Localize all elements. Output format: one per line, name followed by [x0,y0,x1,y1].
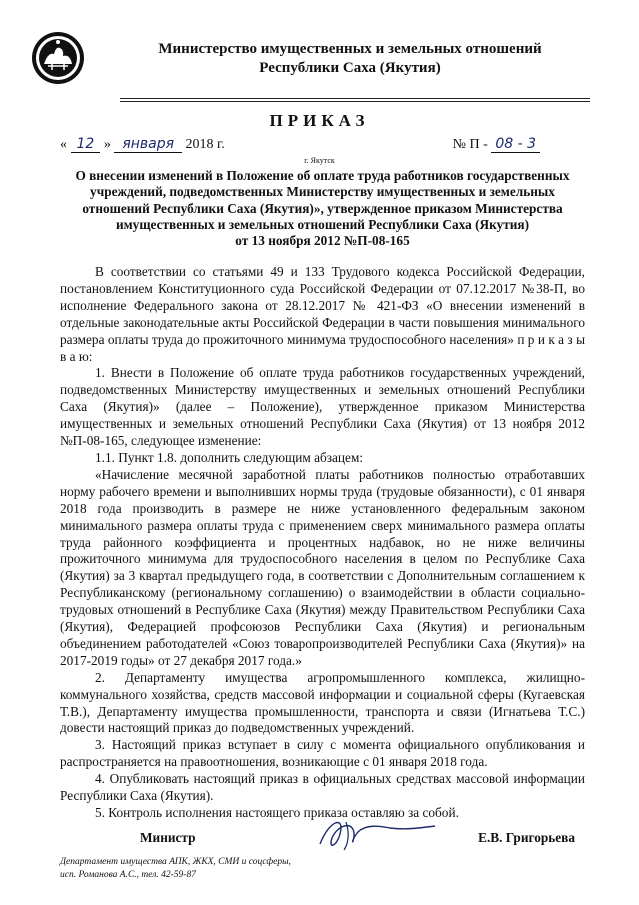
body-paragraph-item-4: 4. Опубликовать настоящий приказ в официальных средствах массовой информации Республики Саха (Якутия). [60,771,585,804]
doc-number-prefix: № П - [452,137,488,152]
subject-line: от 13 ноября 2012 №П-08-165 [235,233,410,249]
ministry-name [100,40,600,78]
body-paragraph-preamble: В соответствии со статьями 49 и 133 Трудового кодекса Российской Федерации, постановлением Конституционного суда Российской Федерации от 07.12.2017 №38-П, во исполнение Федерального закона от 28.12.2017 № 421-ФЗ «О внесении изменений в отдельные законодательные акты Российской Федерации в части повышения минимального размера оплаты труда до прожиточного минимума трудоспособного населения» п р и к а з ы в а ю: [60,264,585,364]
body-paragraph-item-3: 3. Настоящий приказ вступает в силу с момента официального опубликования и распространяется на правоотношения, возникающие с 01 января 2018 года. [60,737,585,770]
signer-post: Министр [140,830,196,845]
signer-name: Е.В. Григорьева [478,830,575,845]
date-day: 12 [71,136,101,153]
body-paragraph-quote: «Начисление месячной заработной платы работников полностью отработавших норму рабочего времени и выполнивших нормы труда (трудовые обязанности), с 01 января 2018 года производить в размере не ниже установленного федеральным законом минимального размера оплаты труда с применением сверх минимального размера оплаты труда районного коэффициента и процентных надбавок, но не ниже величины прожиточного минимума для трудоспособного населения в целом по Республике Саха (Якутия) за 3 квартал предыдущего года, в соответствии с Дополнительным соглашением к Республиканскому (региональному соглашению) о взаимодействии в области социально-трудовых отношений в Республике Саха (Якутия) между Правительством Республики Саха (Якутия), Федерацией профсоюзов Республики Саха (Якутия) и региональным объединением работодателей «Союз товаропроизводителей Республики Саха (Якутия)» на 2017-2019 годы» от 27 декабря 2017 года.» [60,466,585,668]
header-rule-top [120,98,590,99]
ministry-name-line2: Республики Саха (Якутия) [259,60,441,76]
date-open-quote: « [60,137,67,152]
date-month: января [114,136,182,153]
subject-line: отношений Республики Саха (Якутия)», утвержденное приказом Министерства [82,200,563,216]
body-paragraph-item-5: 5. Контроль исполнения настоящего приказа оставляю за собой. [95,805,459,820]
doc-date [60,136,225,153]
header-rule-bottom [120,101,590,102]
doc-city: г. Якутск [304,156,335,165]
executor-line2: исп. Романова А.С., тел. 42-59-87 [60,870,196,880]
ministry-name-line1: Министерство имущественных и земельных отношений [158,41,542,57]
signature-block [60,824,585,854]
date-year: 2018 г. [185,137,225,152]
subject-line: учреждений, подведомственных Министерству имущественных и земельных [90,184,555,200]
doc-title: ПРИКАЗ [269,111,370,130]
executor-line1: Департамент имущества АПК, ЖКХ, СМИ и соцсферы, [60,857,291,867]
date-close-quote: » [103,137,111,152]
doc-subject [60,168,585,249]
handwritten-signature-icon [310,814,440,854]
republic-emblem-icon [30,30,86,86]
date-number-row [60,134,580,156]
subject-line: О внесении изменений в Положение об оплате труда работников государственных [75,168,570,183]
body-paragraph-item-1-1: 1.1. Пункт 1.8. дополнить следующим абзацем: [95,449,364,465]
doc-body [60,264,585,822]
body-paragraph-item-1: 1. Внести в Положение об оплате труда работников государственных учреждений, подведомственных Министерству имущественных и земельных отношений Республики Саха (Якутия)» (далее – Положение), утвержденное приказом Министерства имущественных и земельных отношений Республики Саха (Якутия) от 13 ноября 2012 №П-08-165, следующее изменение: [60,365,585,449]
subject-line: имущественных и земельных отношений Республики Саха (Якутия) [115,216,530,232]
doc-number [453,136,540,153]
doc-number-value: 08 - 3 [491,136,540,153]
body-paragraph-item-2: 2. Департаменту имущества агропромышленного комплекса, жилищно-коммунального хозяйства, средств массовой информации и социальной сферы (Кугаевская Т.В.), Департаменту имущества промышленности, транспорта и связи (Игнатьева Т.С.) довести настоящий приказ до подведомственных учреждений. [60,669,585,736]
executor-note [60,856,460,882]
